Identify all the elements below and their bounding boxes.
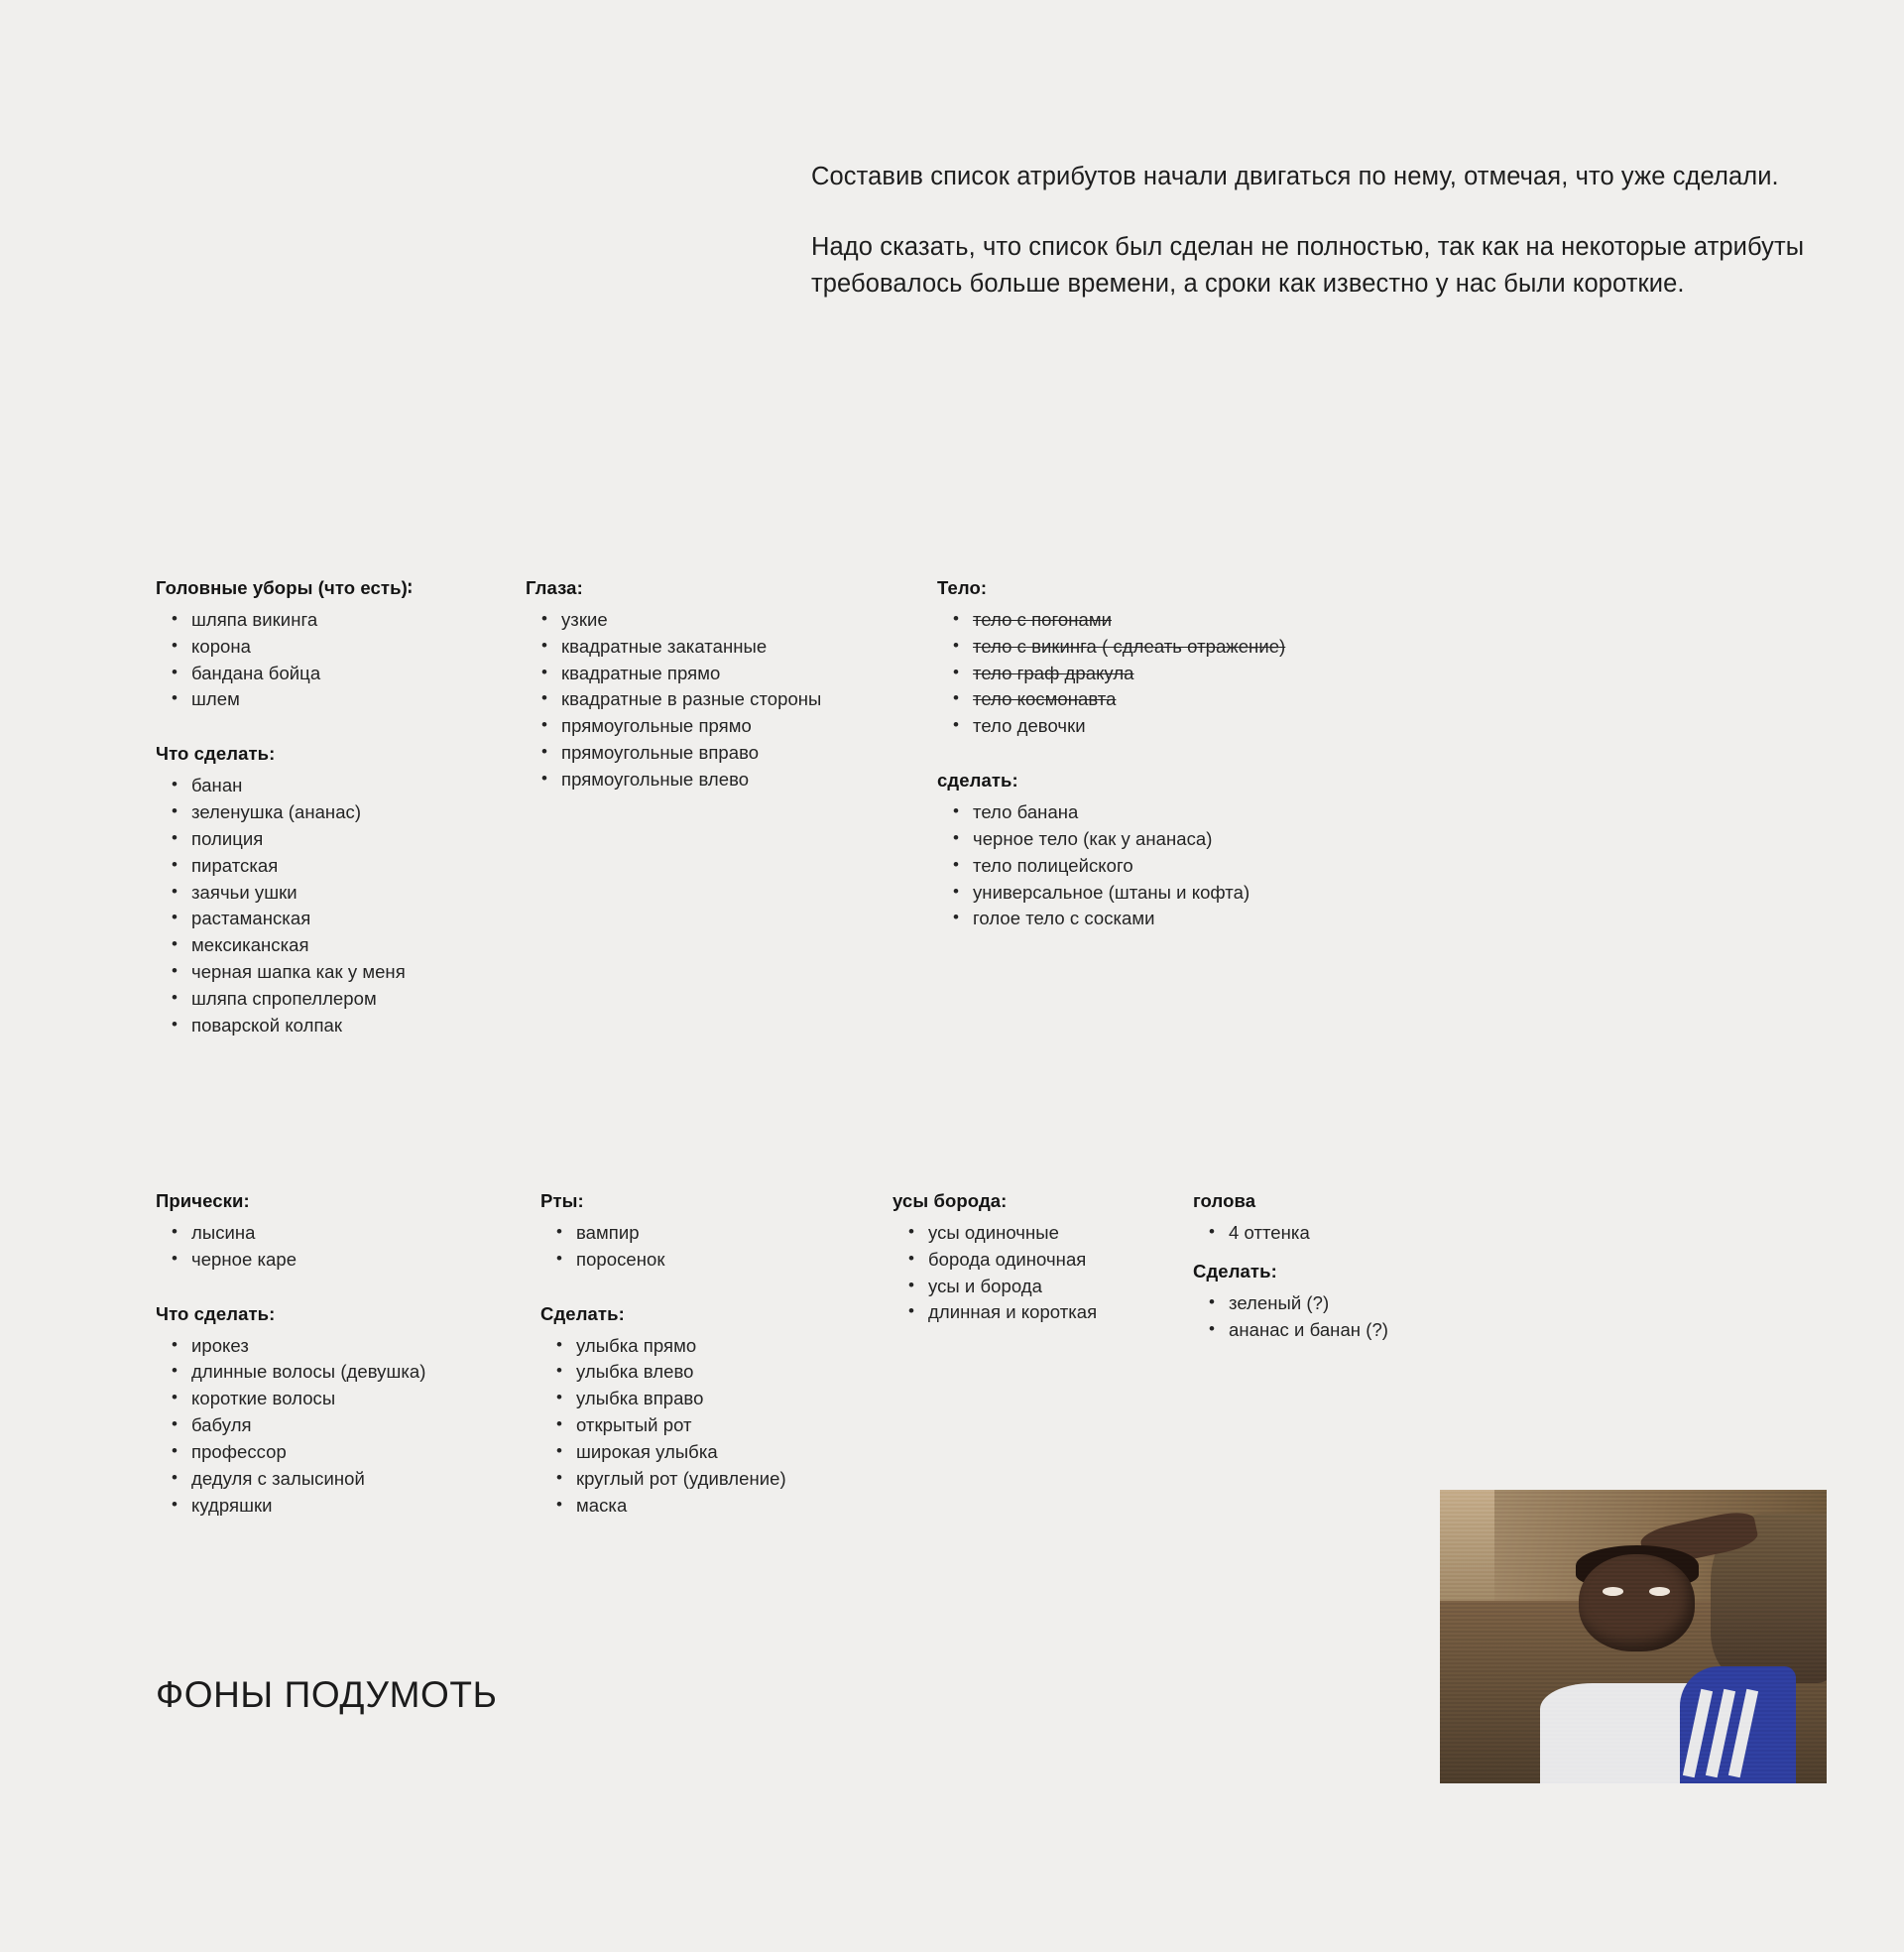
list-item: • тело девочки: [937, 713, 1413, 740]
eyes-title: Глаза:: [526, 577, 583, 598]
section-hair: [156, 1190, 533, 1519]
list-item: • длинная и короткая: [892, 1299, 1230, 1326]
list-item: • вампир: [540, 1220, 917, 1247]
section-hats: [156, 577, 533, 1038]
body-todo-list: [937, 799, 1413, 932]
hats-todo-title: Что сделать:: [156, 743, 276, 765]
list-item: • корона: [156, 634, 533, 661]
intro-paragraph-2: Надо сказать, что список был сделан не полностью, так как на некоторые атрибуты требовалось больше времени, а сроки как известно у нас были короткие.: [811, 232, 1805, 298]
list-item: • широкая улыбка: [540, 1439, 917, 1466]
intro-text-block: [811, 159, 1813, 303]
hats-todo-list: [156, 773, 533, 1038]
section-head: [1193, 1190, 1510, 1343]
list-item: • круглый рот (удивление): [540, 1466, 917, 1493]
body-todo-title: сделать:: [937, 770, 1018, 792]
list-item: • зеленый (?): [1193, 1290, 1510, 1317]
list-item: • лысина: [156, 1220, 533, 1247]
head-title: голова: [1193, 1190, 1256, 1211]
list-item: • шляпа викинга: [156, 607, 533, 634]
hair-list: [156, 1220, 533, 1274]
list-item: • мексиканская: [156, 932, 533, 959]
page-title: ФОНЫ ПОДУМОТЬ: [156, 1674, 498, 1715]
body-title: Тело:: [937, 577, 988, 598]
hair-title: Прически:: [156, 1190, 250, 1211]
list-item: • растаманская: [156, 906, 533, 932]
mouths-title: Рты:: [540, 1190, 584, 1211]
list-item: • узкие: [526, 607, 902, 634]
list-item: • зеленушка (ананас): [156, 799, 533, 826]
list-item: • черная шапка как у меня: [156, 959, 533, 986]
list-item: • квадратные в разные стороны: [526, 686, 902, 713]
list-item: • бандана бойца: [156, 661, 533, 687]
list-item: • тело граф дракула: [937, 661, 1413, 687]
head-list: [1193, 1220, 1510, 1247]
list-item: • шлем: [156, 686, 533, 713]
list-item: • короткие волосы: [156, 1386, 533, 1412]
list-item: • маска: [540, 1493, 917, 1520]
list-item: • ирокез: [156, 1333, 533, 1360]
list-item: • улыбка прямо: [540, 1333, 917, 1360]
hair-todo-list: [156, 1333, 533, 1520]
intro-paragraph-1: Составив список атрибутов начали двигаться по нему, отмечая, что уже сделали.: [811, 163, 1779, 190]
facial-hair-title: усы борода:: [892, 1190, 1008, 1211]
list-item: • черное каре: [156, 1247, 533, 1274]
list-item: • бабуля: [156, 1412, 533, 1439]
hats-title: Головные уборы (что есть)∶: [156, 577, 413, 598]
head-todo-list: [1193, 1290, 1510, 1344]
photo-thumbnail: [1440, 1490, 1827, 1783]
list-item: • тело с погонами: [937, 607, 1413, 634]
section-eyes: [526, 577, 902, 793]
list-item: • заячьи ушки: [156, 880, 533, 907]
list-item: • длинные волосы (девушка): [156, 1359, 533, 1386]
list-item: • универсальное (штаны и кофта): [937, 880, 1413, 907]
list-item: • профессор: [156, 1439, 533, 1466]
list-item: • ананас и банан (?): [1193, 1317, 1510, 1344]
list-item: • поварской колпак: [156, 1013, 533, 1039]
list-item: • улыбка влево: [540, 1359, 917, 1386]
mouths-list: [540, 1220, 917, 1274]
list-item: • кудряшки: [156, 1493, 533, 1520]
list-item: • квадратные закатанные: [526, 634, 902, 661]
list-item: • дедуля с залысиной: [156, 1466, 533, 1493]
list-item: • прямоугольные прямо: [526, 713, 902, 740]
list-item: • усы одиночные: [892, 1220, 1230, 1247]
list-item: • борода одиночная: [892, 1247, 1230, 1274]
photo-grain-overlay: [1440, 1490, 1827, 1783]
hair-todo-title: Что сделать:: [156, 1302, 276, 1324]
eyes-list: [526, 607, 902, 793]
body-list: [937, 607, 1413, 740]
section-body: [937, 577, 1413, 932]
section-mouths: [540, 1190, 917, 1519]
list-item: • открытый рот: [540, 1412, 917, 1439]
list-item: • усы и борода: [892, 1274, 1230, 1300]
list-item: • тело космонавта: [937, 686, 1413, 713]
mouths-todo-list: [540, 1333, 917, 1520]
list-item: • улыбка вправо: [540, 1386, 917, 1412]
list-item: • шляпа спропеллером: [156, 986, 533, 1013]
list-item: • банан: [156, 773, 533, 799]
facial-hair-list: [892, 1220, 1230, 1326]
list-item: • пиратская: [156, 853, 533, 880]
list-item: • квадратные прямо: [526, 661, 902, 687]
list-item: • полиция: [156, 826, 533, 853]
list-item: • прямоугольные вправо: [526, 740, 902, 767]
list-item: • тело с викинга ( сдлеать отражение): [937, 634, 1413, 661]
head-todo-title: Сделать:: [1193, 1260, 1277, 1281]
list-item: • тело банана: [937, 799, 1413, 826]
list-item: • поросенок: [540, 1247, 917, 1274]
list-item: • тело полицейского: [937, 853, 1413, 880]
mouths-todo-title: Сделать:: [540, 1302, 625, 1324]
section-facial-hair: [892, 1190, 1230, 1326]
list-item: • черное тело (как у ананаса): [937, 826, 1413, 853]
list-item: • 4 оттенка: [1193, 1220, 1510, 1247]
list-item: • прямоугольные влево: [526, 767, 902, 793]
list-item: • голое тело с сосками: [937, 906, 1413, 932]
hats-list: [156, 607, 533, 713]
